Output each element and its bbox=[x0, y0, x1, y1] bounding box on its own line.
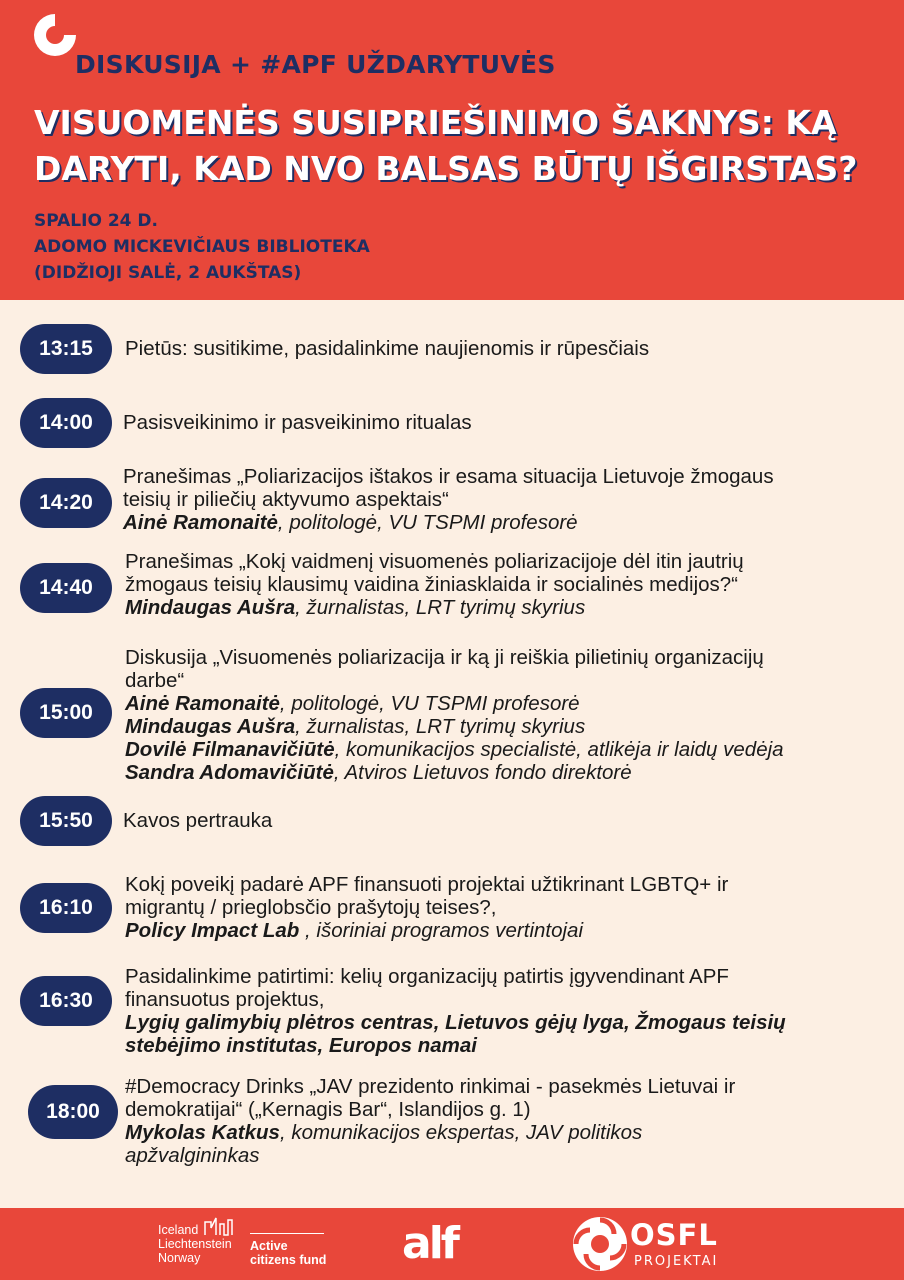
speaker-name: Mindaugas Aušra bbox=[125, 715, 296, 738]
item-text: Pasisveikinimo ir pasveikinimo ritualas bbox=[123, 411, 472, 434]
time-pill: 15:50 bbox=[20, 796, 112, 846]
speaker-name: Policy Impact Lab bbox=[125, 919, 300, 942]
item-text: Pasidalinkime patirtimi: kelių organizacijų patirtis įgyvendinant APF finansuotus projektus, Lygių galimybių plėtros centras, Lietuvos gėjų lyga, Žmogaus teisių stebėjimo institutas, Europos namai bbox=[125, 965, 845, 1057]
time-pill: 15:00 bbox=[20, 688, 112, 738]
time-pill: 13:15 bbox=[20, 324, 112, 374]
fund-countries: Iceland Liechtenstein Norway bbox=[158, 1223, 232, 1265]
speaker-name: Sandra Adomavičiūtė bbox=[125, 761, 334, 784]
time-pill: 14:00 bbox=[20, 398, 112, 448]
circle-logo-icon bbox=[30, 10, 80, 60]
speaker-name: Ainė Ramonaitė bbox=[125, 692, 280, 715]
osfl-name: OSFL bbox=[630, 1218, 718, 1252]
item-text: Pranešimas „Poliarizacijos ištakos ir esama situacija Lietuvoje žmogaus teisių ir piliečių aktyvumo aspektais“ Ainė Ramonaitė, politologė, VU TSPMI profesorė bbox=[123, 465, 774, 534]
speaker-role: , žurnalistas, LRT tyrimų skyrius bbox=[295, 715, 586, 738]
speaker-role: , komunikacijos specialistė, atlikėja ir laidų vedėja bbox=[334, 738, 784, 761]
item-text: Diskusija „Visuomenės poliarizacija ir ką ji reiškia pilietinių organizacijų darbe“ Ainė Ramonaitė, politologė, VU TSPMI profesorė Mindaugas Aušra, žurnalistas, LRT tyrimų skyrius Dovilė Filmanavičiūtė, komunikacijos specialistė, atlikėja ir laidų vedėja Sandra Adomavičiūtė, Atviros Lietuvos fondo direktorė bbox=[125, 646, 784, 784]
speaker-role: , politologė, VU TSPMI profesorė bbox=[277, 511, 578, 534]
organization-list: Lygių galimybių plėtros centras, Lietuvos gėjų lyga, Žmogaus teisių bbox=[125, 1011, 786, 1034]
time-pill: 18:00 bbox=[28, 1085, 118, 1139]
speaker-name: Mindaugas Aušra bbox=[125, 596, 296, 619]
item-text: Pietūs: susitikime, pasidalinkime naujienomis ir rūpesčiais bbox=[125, 337, 650, 360]
event-title: VISUOMENĖS SUSIPRIEŠINIMO ŠAKNYS: KĄ DARYTI, KAD NVO BALSAS BŪTŲ IŠGIRSTAS? bbox=[34, 103, 858, 188]
item-text: Kokį poveikį padarė APF finansuoti projektai užtikrinant LGBTQ+ ir migrantų / prieglobsčio prašytojų teises?, Policy Impact Lab , išoriniai programos vertintojai bbox=[125, 873, 729, 942]
time-pill: 14:20 bbox=[20, 478, 112, 528]
osfl-swirl-logo-icon bbox=[570, 1214, 630, 1274]
event-hall: (DIDŽIOJI SALĖ, 2 AUKŠTAS) bbox=[34, 263, 302, 283]
item-text: Pranešimas „Kokį vaidmenį visuomenės poliarizacijoje dėl itin jautrių žmogaus teisių klausimų vaidina žiniasklaida ir socialinės medijos?“ Mindaugas Aušra, žurnalistas, LRT tyrimų skyrius bbox=[125, 550, 744, 619]
time-pill: 16:10 bbox=[20, 883, 112, 933]
speaker-role-continued: apžvalgininkas bbox=[125, 1144, 260, 1167]
speaker-role: , žurnalistas, LRT tyrimų skyrius bbox=[295, 596, 586, 619]
footer-banner bbox=[0, 1208, 904, 1280]
event-eyebrow: DISKUSIJA + #APF UŽDARYTUVĖS bbox=[75, 50, 556, 79]
active-citizens-fund-mark-icon bbox=[204, 1216, 244, 1236]
header-banner bbox=[0, 0, 904, 300]
event-venue: ADOMO MICKEVIČIAUS BIBLIOTEKA bbox=[34, 237, 370, 257]
item-text: #Democracy Drinks „JAV prezidento rinkimai - pasekmės Lietuvai ir demokratijai“ („Kernagis Bar“, Islandijos g. 1) Mykolas Katkus, komunikacijos ekspertas, JAV politikos apžvalgininkas bbox=[125, 1075, 845, 1167]
event-date: SPALIO 24 D. bbox=[34, 211, 158, 231]
organization-list: stebėjimo institutas, Europos namai bbox=[125, 1034, 477, 1057]
fund-divider bbox=[250, 1233, 324, 1234]
speaker-name: Ainė Ramonaitė bbox=[123, 511, 278, 534]
speaker-role: , Atviros Lietuvos fondo direktorė bbox=[333, 761, 632, 784]
speaker-name: Dovilė Filmanavičiūtė bbox=[125, 738, 335, 761]
speaker-role: , išoriniai programos vertintojai bbox=[299, 919, 584, 942]
alf-logo: alf bbox=[402, 1218, 457, 1269]
speaker-role: , politologė, VU TSPMI profesorė bbox=[279, 692, 580, 715]
osfl-subtitle: PROJEKTAI bbox=[634, 1254, 719, 1269]
fund-name: Active citizens fund bbox=[250, 1239, 327, 1267]
item-text: Kavos pertrauka bbox=[123, 809, 273, 832]
time-pill: 16:30 bbox=[20, 976, 112, 1026]
event-info bbox=[34, 208, 370, 286]
speaker-name: Mykolas Katkus bbox=[125, 1121, 280, 1144]
speaker-role: , komunikacijos ekspertas, JAV politikos bbox=[279, 1121, 643, 1144]
time-pill: 14:40 bbox=[20, 563, 112, 613]
